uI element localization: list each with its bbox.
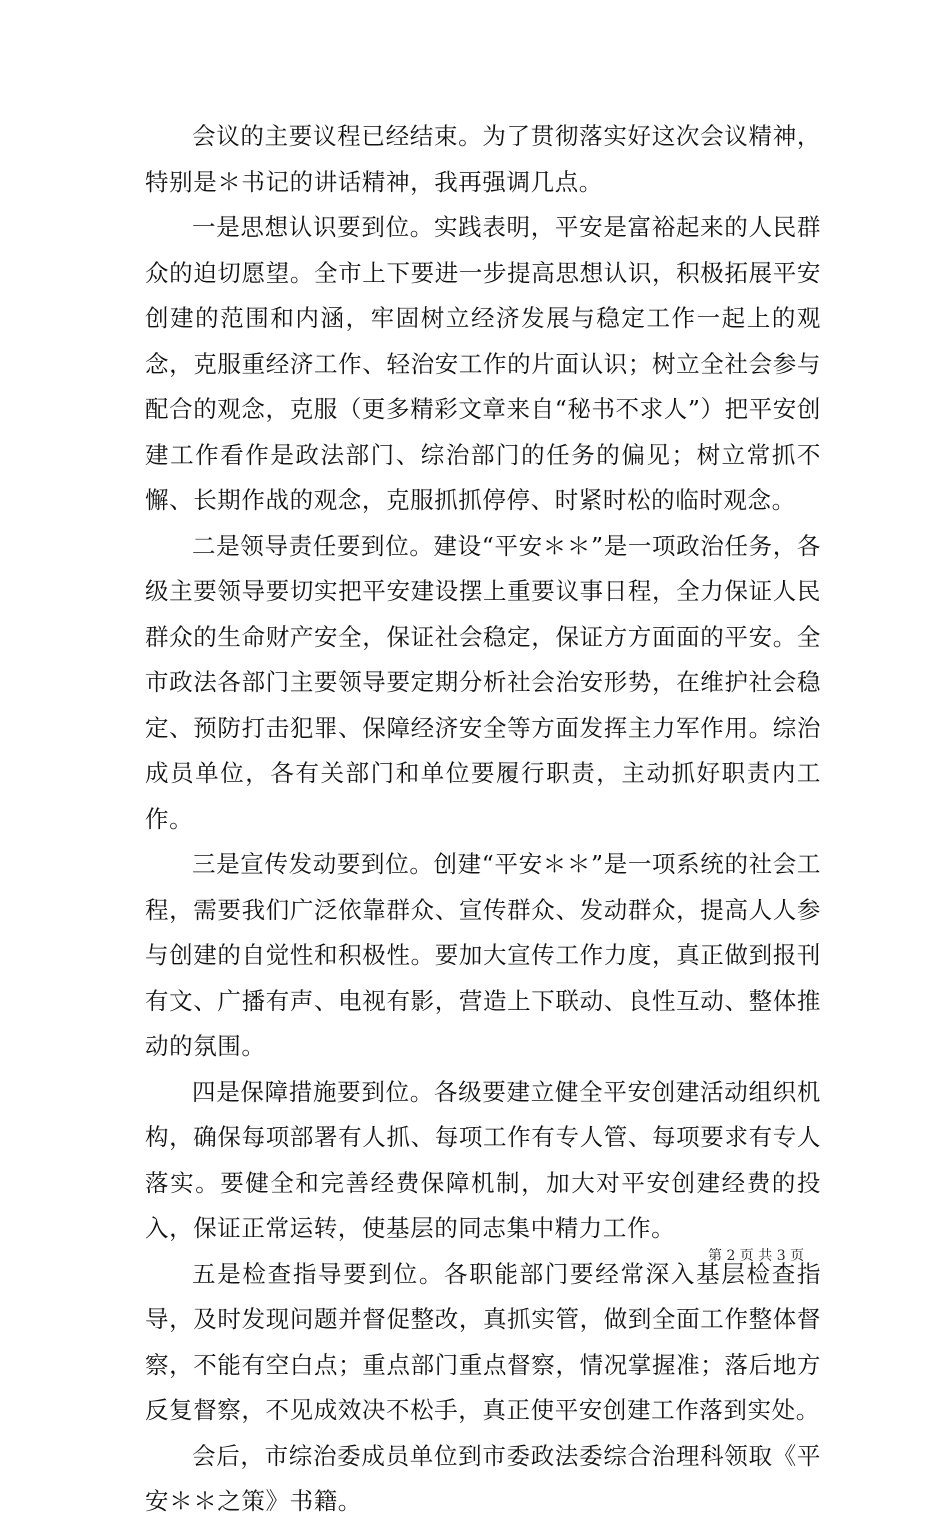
paragraph-intro: 会议的主要议程已经结束。为了贯彻落实好这次会议精神，特别是＊书记的讲话精神，我再强调几点。 (145, 122, 821, 196)
paragraph-point-5: 五是检查指导要到位。各职能部门要经常深入基层检查指导，及时发现问题并督促整改，真抓实管，做到全面工作整体督察，不能有空白点；重点部门重点督察，情况掌握准；落后地方反复督察，不见成效决不松手，真正使平安创建工作落到实处。 (145, 1259, 821, 1424)
paragraph-point-3: 三是宣传发动要到位。创建“平安＊＊”是一项系统的社会工程，需要我们广泛依靠群众、宣传群众、发动群众，提高人人参与创建的自觉性和积极性。要加大宣传工作力度，真正做到报刊有文、广播有声、电视有影，营造上下联动、良性互动、整体推动的氛围。 (145, 850, 821, 1060)
paragraph-point-1: 一是思想认识要到位。实践表明，平安是富裕起来的人民群众的迫切愿望。全市上下要进一步提高思想认识，积极拓展平安创建的范围和内涵，牢固树立经济发展与稳定工作一起上的观念，克服重经济工作、轻治安工作的片面认识；树立全社会参与配合的观念，克服（更多精彩文章来自“秘书不求人”）把平安创建工作看作是政法部门、综治部门的任务的偏见；树立常抓不懈、长期作战的观念，克服抓抓停停、时紧时松的临时观念。 (145, 213, 821, 514)
page-number: 第 2 页 共 3 页 (708, 1248, 805, 1264)
paragraph-point-2: 二是领导责任要到位。建设“平安＊＊”是一项政治任务，各级主要领导要切实把平安建设摆上重要议事日程，全力保证人民群众的生命财产安全，保证社会稳定，保证方方面面的平安。全市政法各部门主要领导要定期分析社会治安形势，在维护社会稳定、预防打击犯罪、保障经济安全等方面发挥主力军作用。综治成员单位，各有关部门和单位要履行职责，主动抓好职责内工作。 (145, 531, 821, 833)
paragraph-closing: 会后，市综治委成员单位到市委政法委综合治理科领取《平安＊＊之策》书籍。 (145, 1441, 821, 1515)
document-body (145, 114, 821, 1525)
paragraph-point-4: 四是保障措施要到位。各级要建立健全平安创建活动组织机构，确保每项部署有人抓、每项工作有专人管、每项要求有专人落实。要健全和完善经费保障机制，加大对平安创建经费的投入，保证正常运转，使基层的同志集中精力工作。 (145, 1077, 821, 1242)
